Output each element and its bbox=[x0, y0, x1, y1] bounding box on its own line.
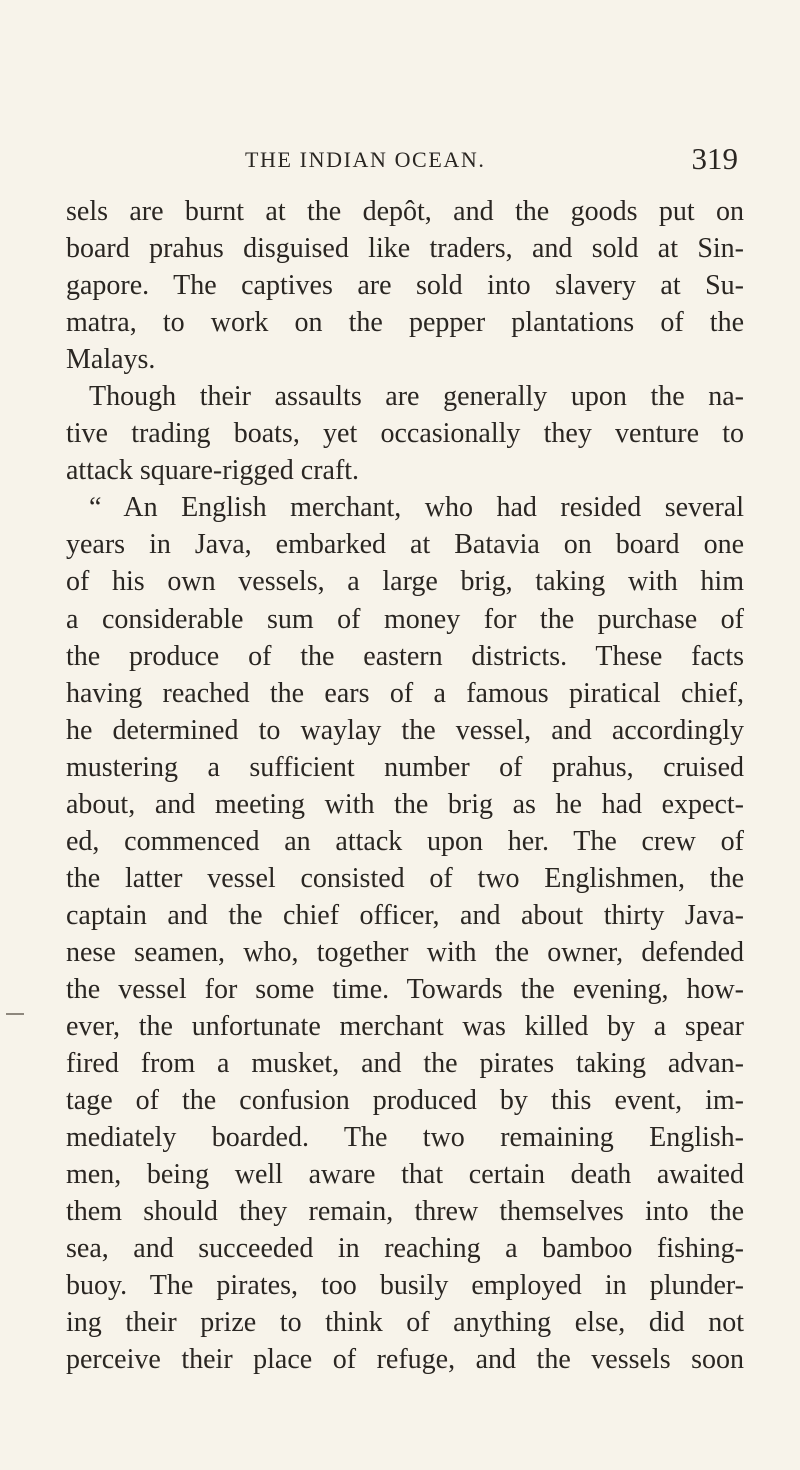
text-line: a considerable sum of money for the purchase of bbox=[66, 603, 744, 635]
text-line: tage of the confusion produced by this event, im- bbox=[66, 1085, 744, 1117]
body-text bbox=[66, 193, 744, 1379]
text-line: the vessel for some time. Towards the evening, how- bbox=[66, 973, 744, 1005]
text-line: ever, the unfortunate merchant was killed by a spear bbox=[66, 1011, 744, 1043]
text-line: matra, to work on the pepper plantations of the bbox=[66, 307, 744, 339]
text-line: ing their prize to think of anything else, did not bbox=[66, 1307, 744, 1339]
text-line: years in Java, embarked at Batavia on board one bbox=[66, 529, 744, 561]
text-line: perceive their place of refuge, and the vessels soon bbox=[66, 1344, 744, 1376]
text-line: mediately boarded. The two remaining English- bbox=[66, 1122, 744, 1154]
running-head bbox=[0, 143, 800, 177]
text-line: “ An English merchant, who had resided several bbox=[89, 492, 744, 524]
text-line: Though their assaults are generally upon the na- bbox=[89, 381, 744, 413]
text-line: he determined to waylay the vessel, and accordingly bbox=[66, 714, 744, 746]
running-title: THE INDIAN OCEAN. bbox=[245, 147, 486, 172]
text-line: fired from a musket, and the pirates taking advan- bbox=[66, 1048, 744, 1080]
text-line: gapore. The captives are sold into slavery at Su- bbox=[66, 270, 744, 302]
text-line: of his own vessels, a large brig, taking with him bbox=[66, 566, 744, 598]
text-line: nese seamen, who, together with the owner, defended bbox=[66, 936, 744, 968]
text-line: mustering a sufficient number of prahus, cruised bbox=[66, 751, 744, 783]
margin-mark bbox=[6, 1013, 24, 1015]
text-line: the latter vessel consisted of two Englishmen, the bbox=[66, 862, 744, 894]
text-line: attack square-rigged craft. bbox=[66, 455, 360, 487]
text-line: men, being well aware that certain death awaited bbox=[66, 1159, 744, 1191]
text-line: sea, and succeeded in reaching a bamboo fishing- bbox=[66, 1233, 744, 1265]
text-line: having reached the ears of a famous piratical chief, bbox=[66, 677, 744, 709]
text-line: Malays. bbox=[66, 344, 156, 376]
text-line: about, and meeting with the brig as he had expect- bbox=[66, 788, 744, 820]
text-line: them should they remain, threw themselves into the bbox=[66, 1196, 744, 1228]
text-line: tive trading boats, yet occasionally they venture to bbox=[66, 418, 744, 450]
text-line: board prahus disguised like traders, and sold at Sin- bbox=[66, 233, 744, 265]
text-line: buoy. The pirates, too busily employed in plunder- bbox=[66, 1270, 744, 1302]
text-line: sels are burnt at the depôt, and the goods put on bbox=[66, 196, 744, 227]
page-number: 319 bbox=[691, 141, 738, 176]
text-line: the produce of the eastern districts. These facts bbox=[66, 640, 744, 672]
text-line: captain and the chief officer, and about thirty Java- bbox=[66, 899, 744, 931]
text-line: ed, commenced an attack upon her. The crew of bbox=[66, 825, 744, 857]
